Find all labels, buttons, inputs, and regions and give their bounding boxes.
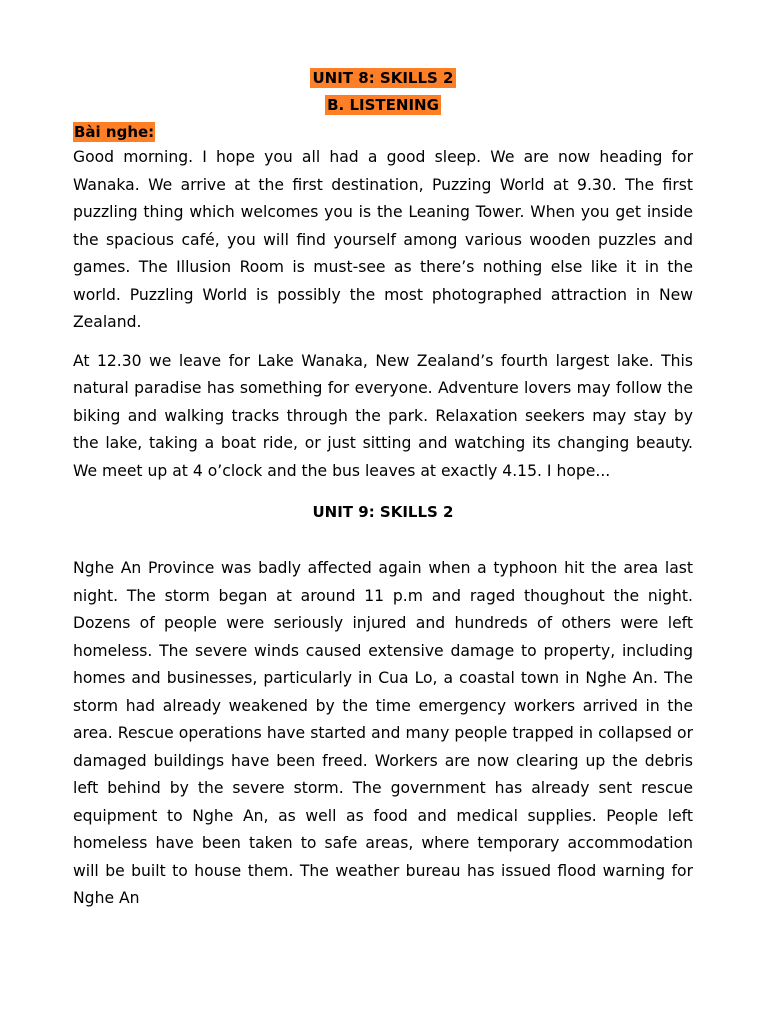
unit9-title: UNIT 9: SKILLS 2 [312, 503, 454, 521]
listening-title: B. LISTENING [327, 96, 439, 114]
listening-label-line [73, 120, 693, 144]
unit8-heading [73, 66, 693, 90]
listening-heading [73, 93, 693, 117]
document-content [73, 66, 693, 913]
paragraph-1: Good morning. I hope you all had a good sleep. We are now heading for Wanaka. We arrive at the first destination, Puzzing World at 9.30. The first puzzling thing which welcomes you is the Leaning Tower. When you get inside the spacious café, you will find yourself among various wooden puzzles and games. The Illusion Room is must-see as there’s nothing else like it in the world. Puzzling World is possibly the most photographed attraction in New Zealand. [73, 148, 693, 331]
paragraph-2: At 12.30 we leave for Lake Wanaka, New Zealand’s fourth largest lake. This natural paradise has something for everyone. Adventure lovers may follow the biking and walking tracks through the park. Relaxation seekers may stay by the lake, taking a boat ride, or just sitting and watching its changing beauty. We meet up at 4 o’clock and the bus leaves at exactly 4.15. I hope... [73, 351, 693, 480]
paragraph-3: Nghe An Province was badly affected again when a typhoon hit the area last night. The storm began at around 11 p.m and raged thoughout the night. Dozens of people were seriously injured and hundreds of others were left homeless. The severe winds caused extensive damage to property, including homes and businesses, particularly in Cua Lo, a coastal town in Nghe An. The storm had already weakened by the time emergency workers arrived in the area. Rescue operations have started and many people trapped in collapsed or damaged buildings have been freed. Workers are now clearing up the debris left behind by the severe storm. The government has already sent rescue equipment to Nghe An, as well as food and medical supplies. People left homeless have been taken to safe areas, where temporary accommodation will be built to house them. The weather bureau has issued flood warning for Nghe An [73, 559, 693, 907]
unit8-title: UNIT 8: SKILLS 2 [312, 69, 454, 87]
listening-label: Bài nghe: [74, 123, 155, 141]
